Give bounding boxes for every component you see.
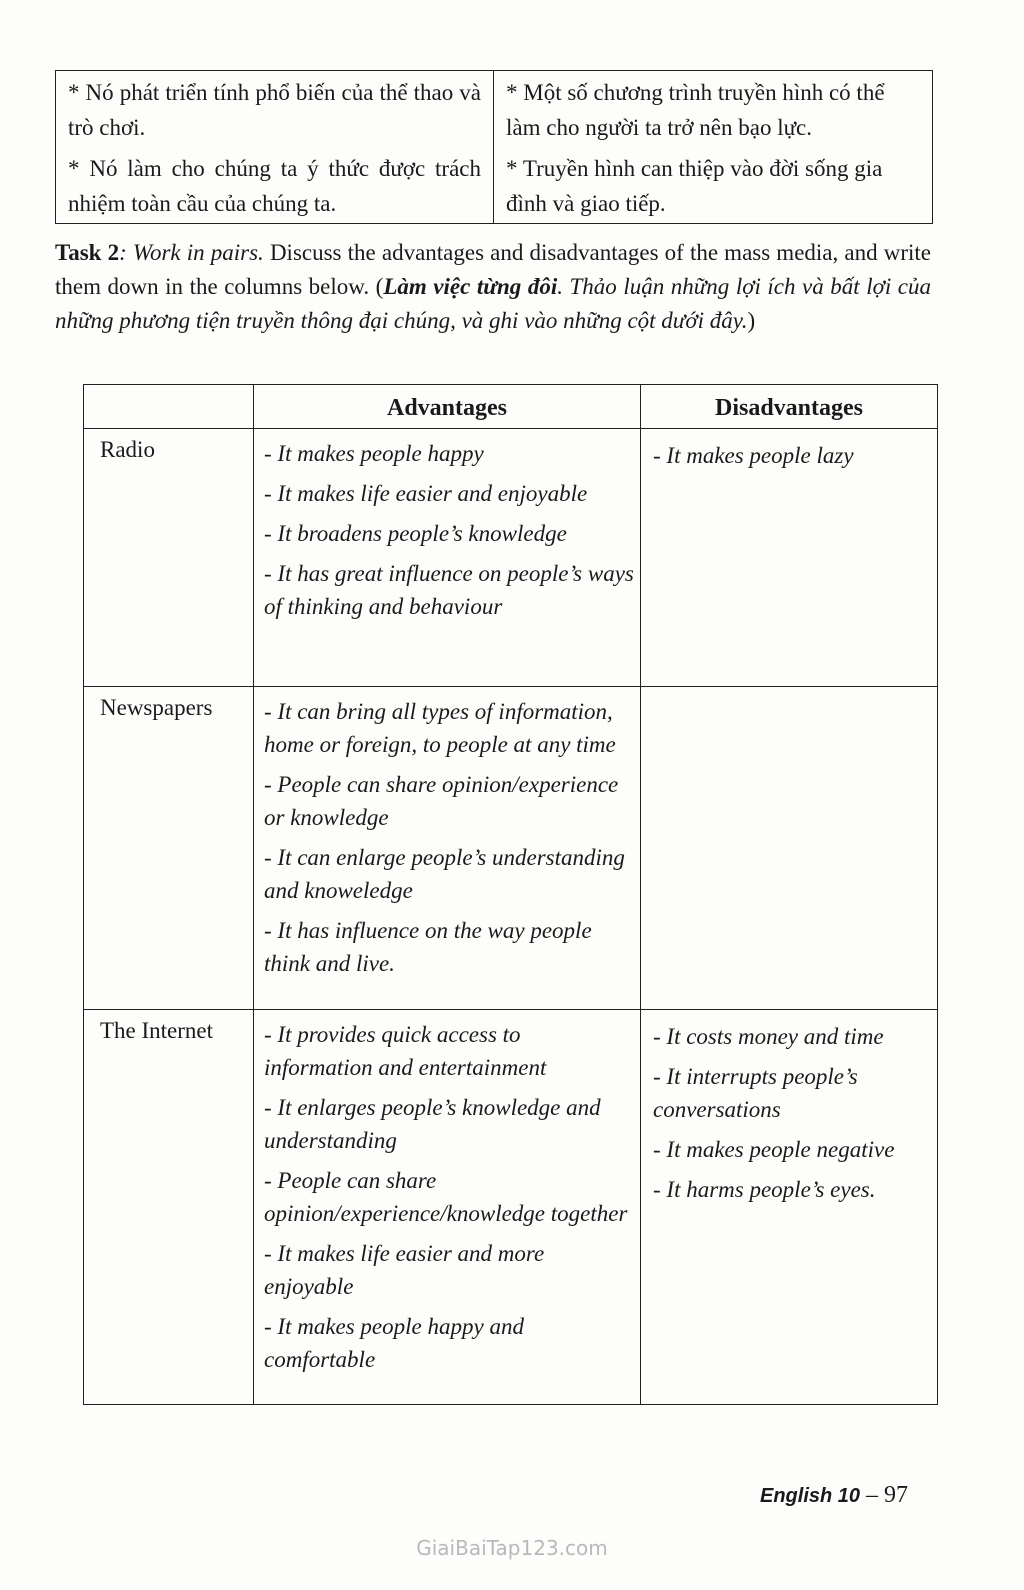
task-instruction-text: Discuss the advantages and disadvantages of the mass media, and write them down in the columns below. (	[55, 240, 931, 299]
task-label: Task 2	[55, 240, 120, 265]
list-item: - It makes people lazy	[653, 443, 854, 468]
list-item: - It enlarges people’s knowledge and understanding	[264, 1095, 601, 1153]
disadvantages-cell	[641, 687, 938, 1010]
page-footer	[760, 1482, 908, 1509]
row-label-radio: Radio	[84, 429, 254, 687]
list-item: - It makes life easier and enjoyable	[264, 481, 588, 506]
advantages-cell	[254, 429, 641, 687]
list-item: - It interrupts people’s conversations	[653, 1064, 858, 1122]
watermark: GiaiBaiTap123.com	[416, 1536, 608, 1560]
list-item: - It broadens people’s knowledge	[264, 521, 567, 546]
top-table-right-column	[494, 71, 932, 223]
top-left-item: * Nó làm cho chúng ta ý thức được trách nhiệm toàn cầu của chúng ta.	[68, 156, 481, 216]
header-empty-cell	[84, 385, 254, 429]
book-title: English 10	[760, 1485, 861, 1507]
header-disadvantages: Disadvantages	[641, 385, 938, 429]
list-item: - It costs money and time	[653, 1024, 884, 1049]
page-number: – 97	[860, 1482, 909, 1508]
task-instruction-italic: Work in pairs.	[132, 240, 264, 265]
list-item: - People can share opinion/experience or knowledge	[264, 772, 619, 830]
top-table	[55, 70, 933, 224]
list-item: - It makes life easier and more enjoyable	[264, 1241, 545, 1299]
row-label-internet: The Internet	[84, 1010, 254, 1405]
list-item: - It can bring all types of information, home or foreign, to people at any time	[264, 699, 616, 757]
task-close: )	[747, 308, 756, 333]
disadvantages-cell	[641, 429, 938, 687]
advantages-cell	[254, 1010, 641, 1405]
list-item: - It can enlarge people’s understanding and knoweledge	[264, 845, 625, 903]
task-vi-bold: Làm việc từng đôi	[383, 274, 558, 299]
list-item: - It makes people happy	[264, 441, 484, 466]
task-2-instructions	[55, 236, 931, 338]
list-item: - People can share opinion/experience/knowledge together	[264, 1168, 628, 1226]
table-header-row	[84, 385, 938, 429]
header-advantages: Advantages	[254, 385, 641, 429]
list-item: - It makes people happy and comfortable	[264, 1314, 524, 1372]
media-advantages-table	[83, 384, 938, 1405]
list-item: - It makes people negative	[653, 1137, 895, 1162]
top-table-left-column	[56, 71, 494, 223]
list-item: - It provides quick access to information and entertainment	[264, 1022, 547, 1080]
list-item: - It has influence on the way people think and live.	[264, 918, 592, 976]
table-row	[84, 687, 938, 1010]
table-row	[84, 1010, 938, 1405]
top-right-item: * Một số chương trình truyền hình có thể làm cho người ta trở nên bạo lực.	[506, 80, 885, 140]
list-item: - It harms people’s eyes.	[653, 1177, 876, 1202]
task-vi-italic: . Thảo luận những lợi ích và bất lợi của những phương tiện truyền thông đại chúng, và ghi vào những cột dưới đây.	[55, 274, 931, 333]
disadvantages-cell	[641, 1010, 938, 1405]
list-item: - It has great influence on people’s ways of thinking and behaviour	[264, 561, 634, 619]
task-colon: :	[119, 240, 133, 265]
advantages-cell	[254, 687, 641, 1010]
top-left-item: * Nó phát triển tính phổ biến của thể thao và trò chơi.	[68, 80, 481, 140]
table-row	[84, 429, 938, 687]
row-label-newspapers: Newspapers	[84, 687, 254, 1010]
top-right-item: * Truyền hình can thiệp vào đời sống gia đình và giao tiếp.	[506, 156, 883, 216]
